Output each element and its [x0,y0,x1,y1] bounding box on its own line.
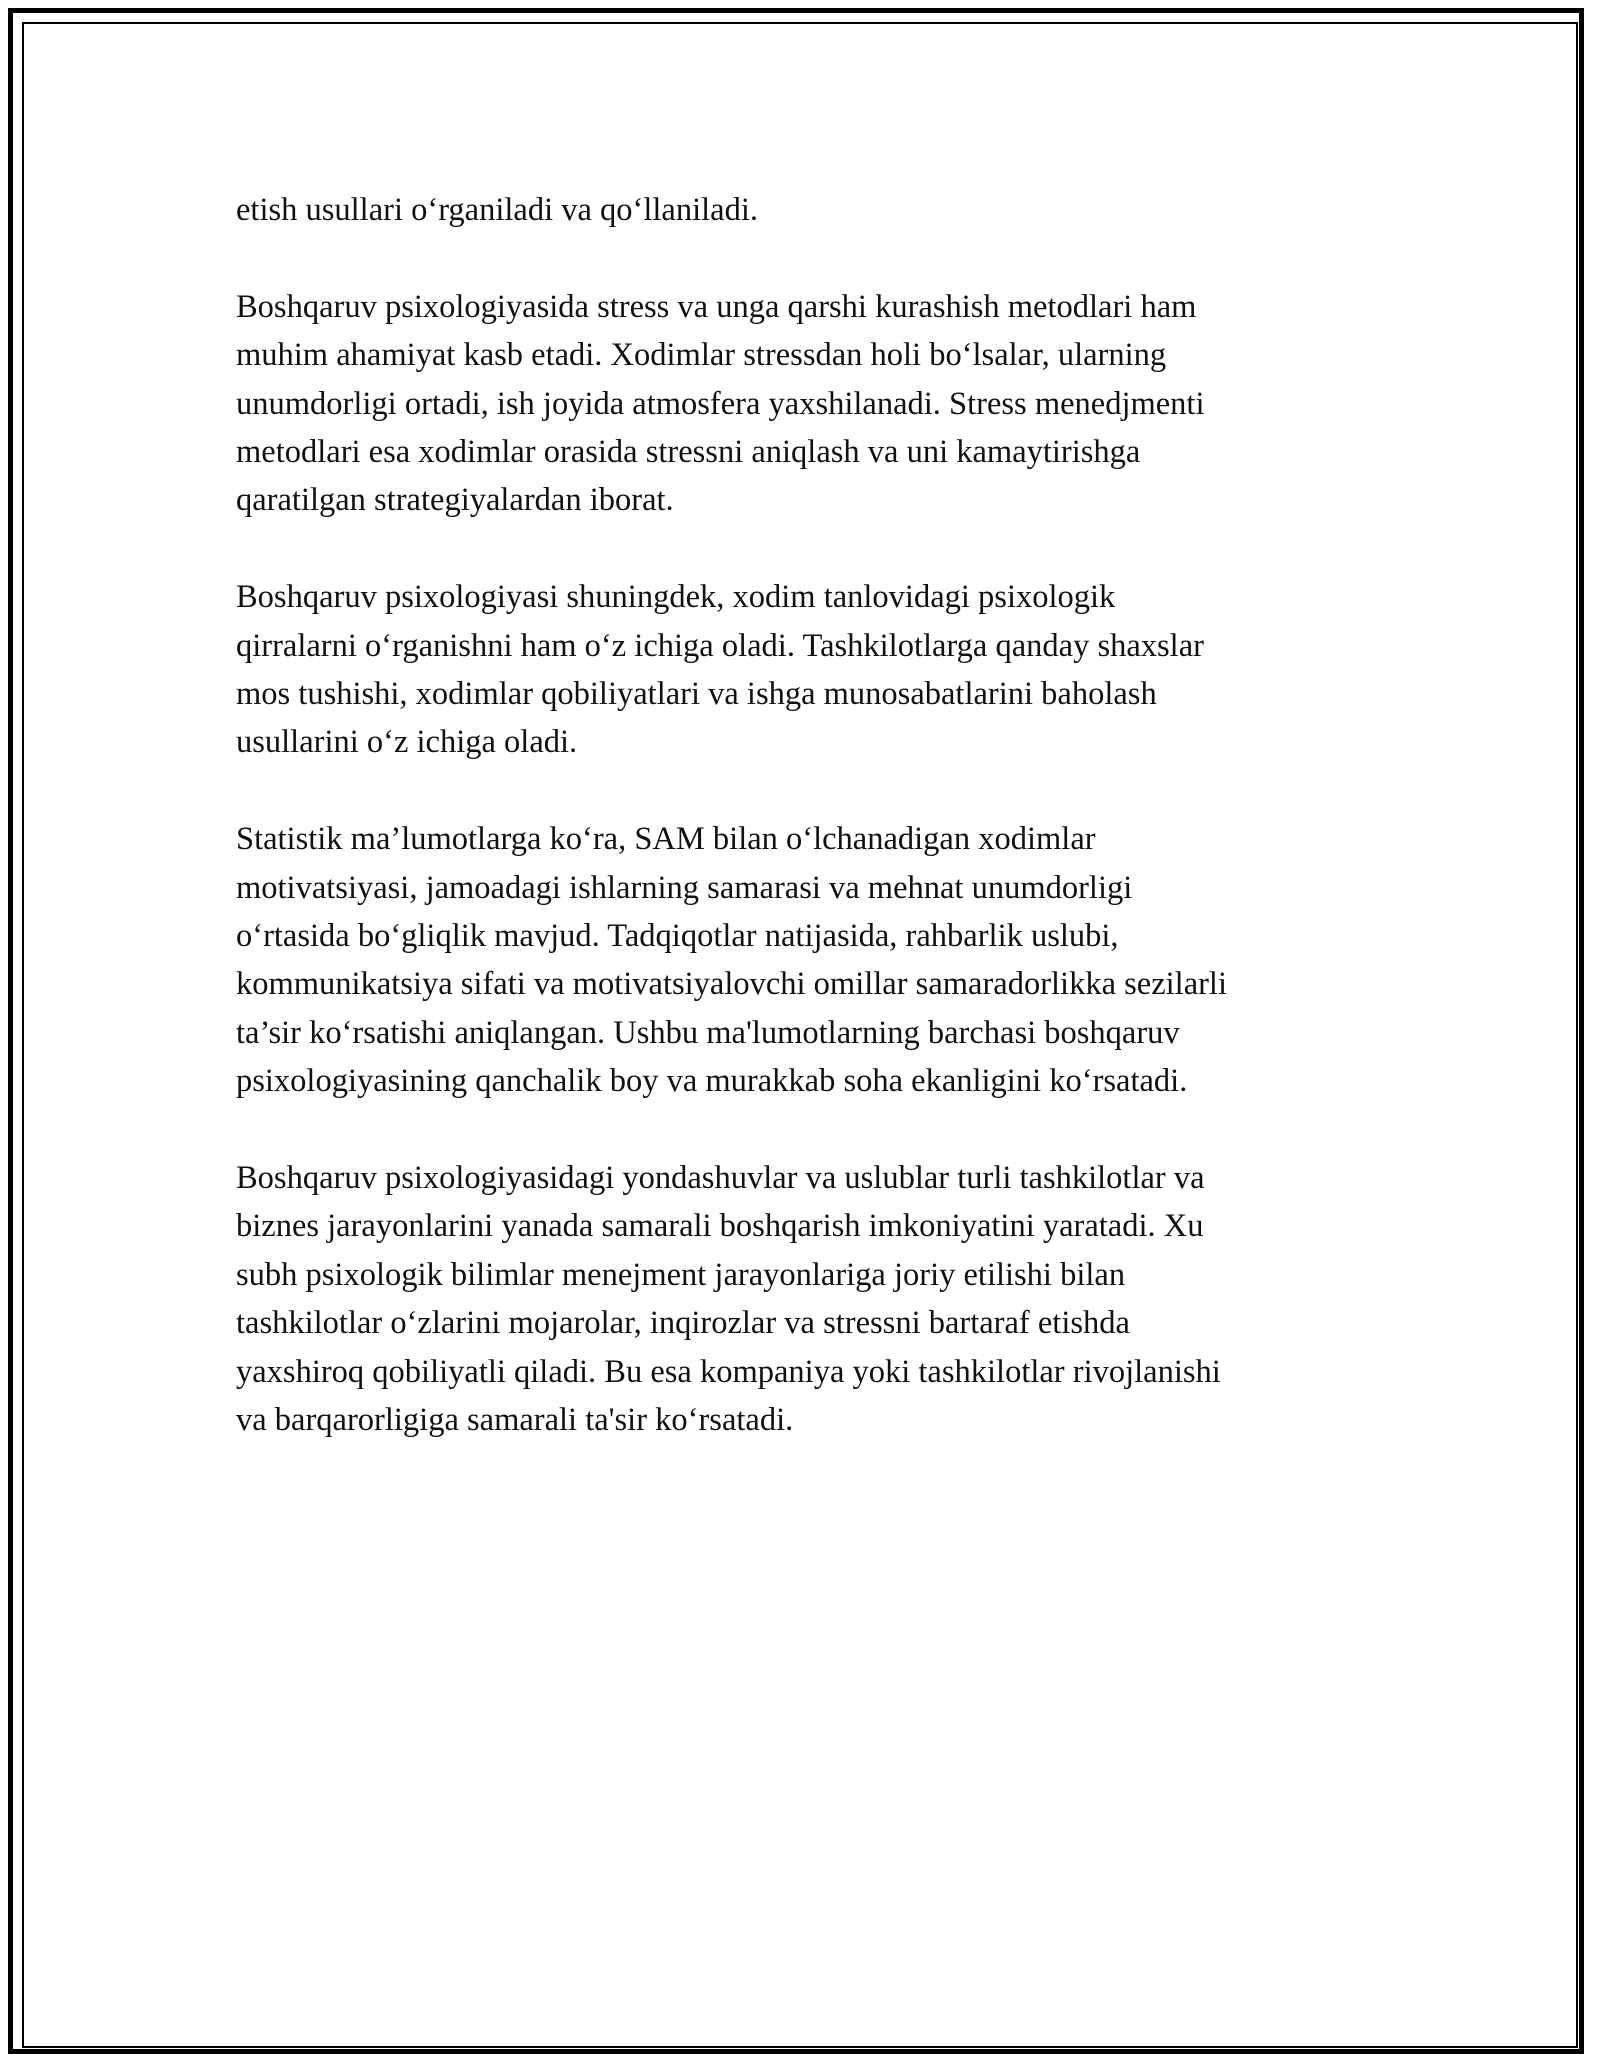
document-body [236,186,1376,1493]
paragraph-statistics: Statistik ma’lumotlarga koʻra, SAM bilan oʻlchanadigan xodimlar motivatsiyasi, jamoadagi ishlarning samarasi va mehnat unumdorligi oʻrtasida boʻgliqlik mavjud. Tadqiqotlar natijasida, rahbarlik uslubi, kommunikatsiya sifati va motivatsiyalovchi omillar samaradorlikka sezilarli ta’sir koʻrsatishi aniqlangan. Ushbu ma'lumotlarning barchasi boshqaruv psixologiyasining qanchalik boy va murakkab soha ekanligini koʻrsatadi. [236,821,1227,1100]
paragraph-staff-selection: Boshqaruv psixologiyasi shuningdek, xodim tanlovidagi psixologik qirralarni oʻrganishni ham oʻz ichiga oladi. Tashkilotlarga qanday shaxslar mos tushishi, xodimlar qobiliyatlari va ishga munosabatlarini baholash usullarini oʻz ichiga oladi. [236,579,1204,761]
paragraph-conclusion: Boshqaruv psixologiyasidagi yondashuvlar va uslublar turli tashkilotlar va biznes jarayonlarini yanada samarali boshqarish imkoniyatini yaratadi. Xu subh psixologik bilimlar menejment jarayonlariga joriy etilishi bilan tashkilotlar oʻzlarini mojarolar, inqirozlar va stressni bartaraf etishda yaxshiroq qobiliyatli qiladi. Bu esa kompaniya yoki tashkilotlar rivojlanishi va barqarorligiga samarali ta'sir koʻrsatadi. [236,1160,1221,1439]
paragraph-stress-management: Boshqaruv psixologiyasida stress va unga qarshi kurashish metodlari ham muhim ahamiyat kasb etadi. Xodimlar stressdan holi boʻlsalar, ularning unumdorligi ortadi, ish joyida atmosfera yaxshilanadi. Stress menedjmenti metodlari esa xodimlar orasida stressni aniqlash va uni kamaytirishga qaratilgan strategiyalardan iborat. [236,288,1205,519]
paragraph-continuation: etish usullari oʻrganiladi va qoʻllaniladi. [236,192,758,228]
